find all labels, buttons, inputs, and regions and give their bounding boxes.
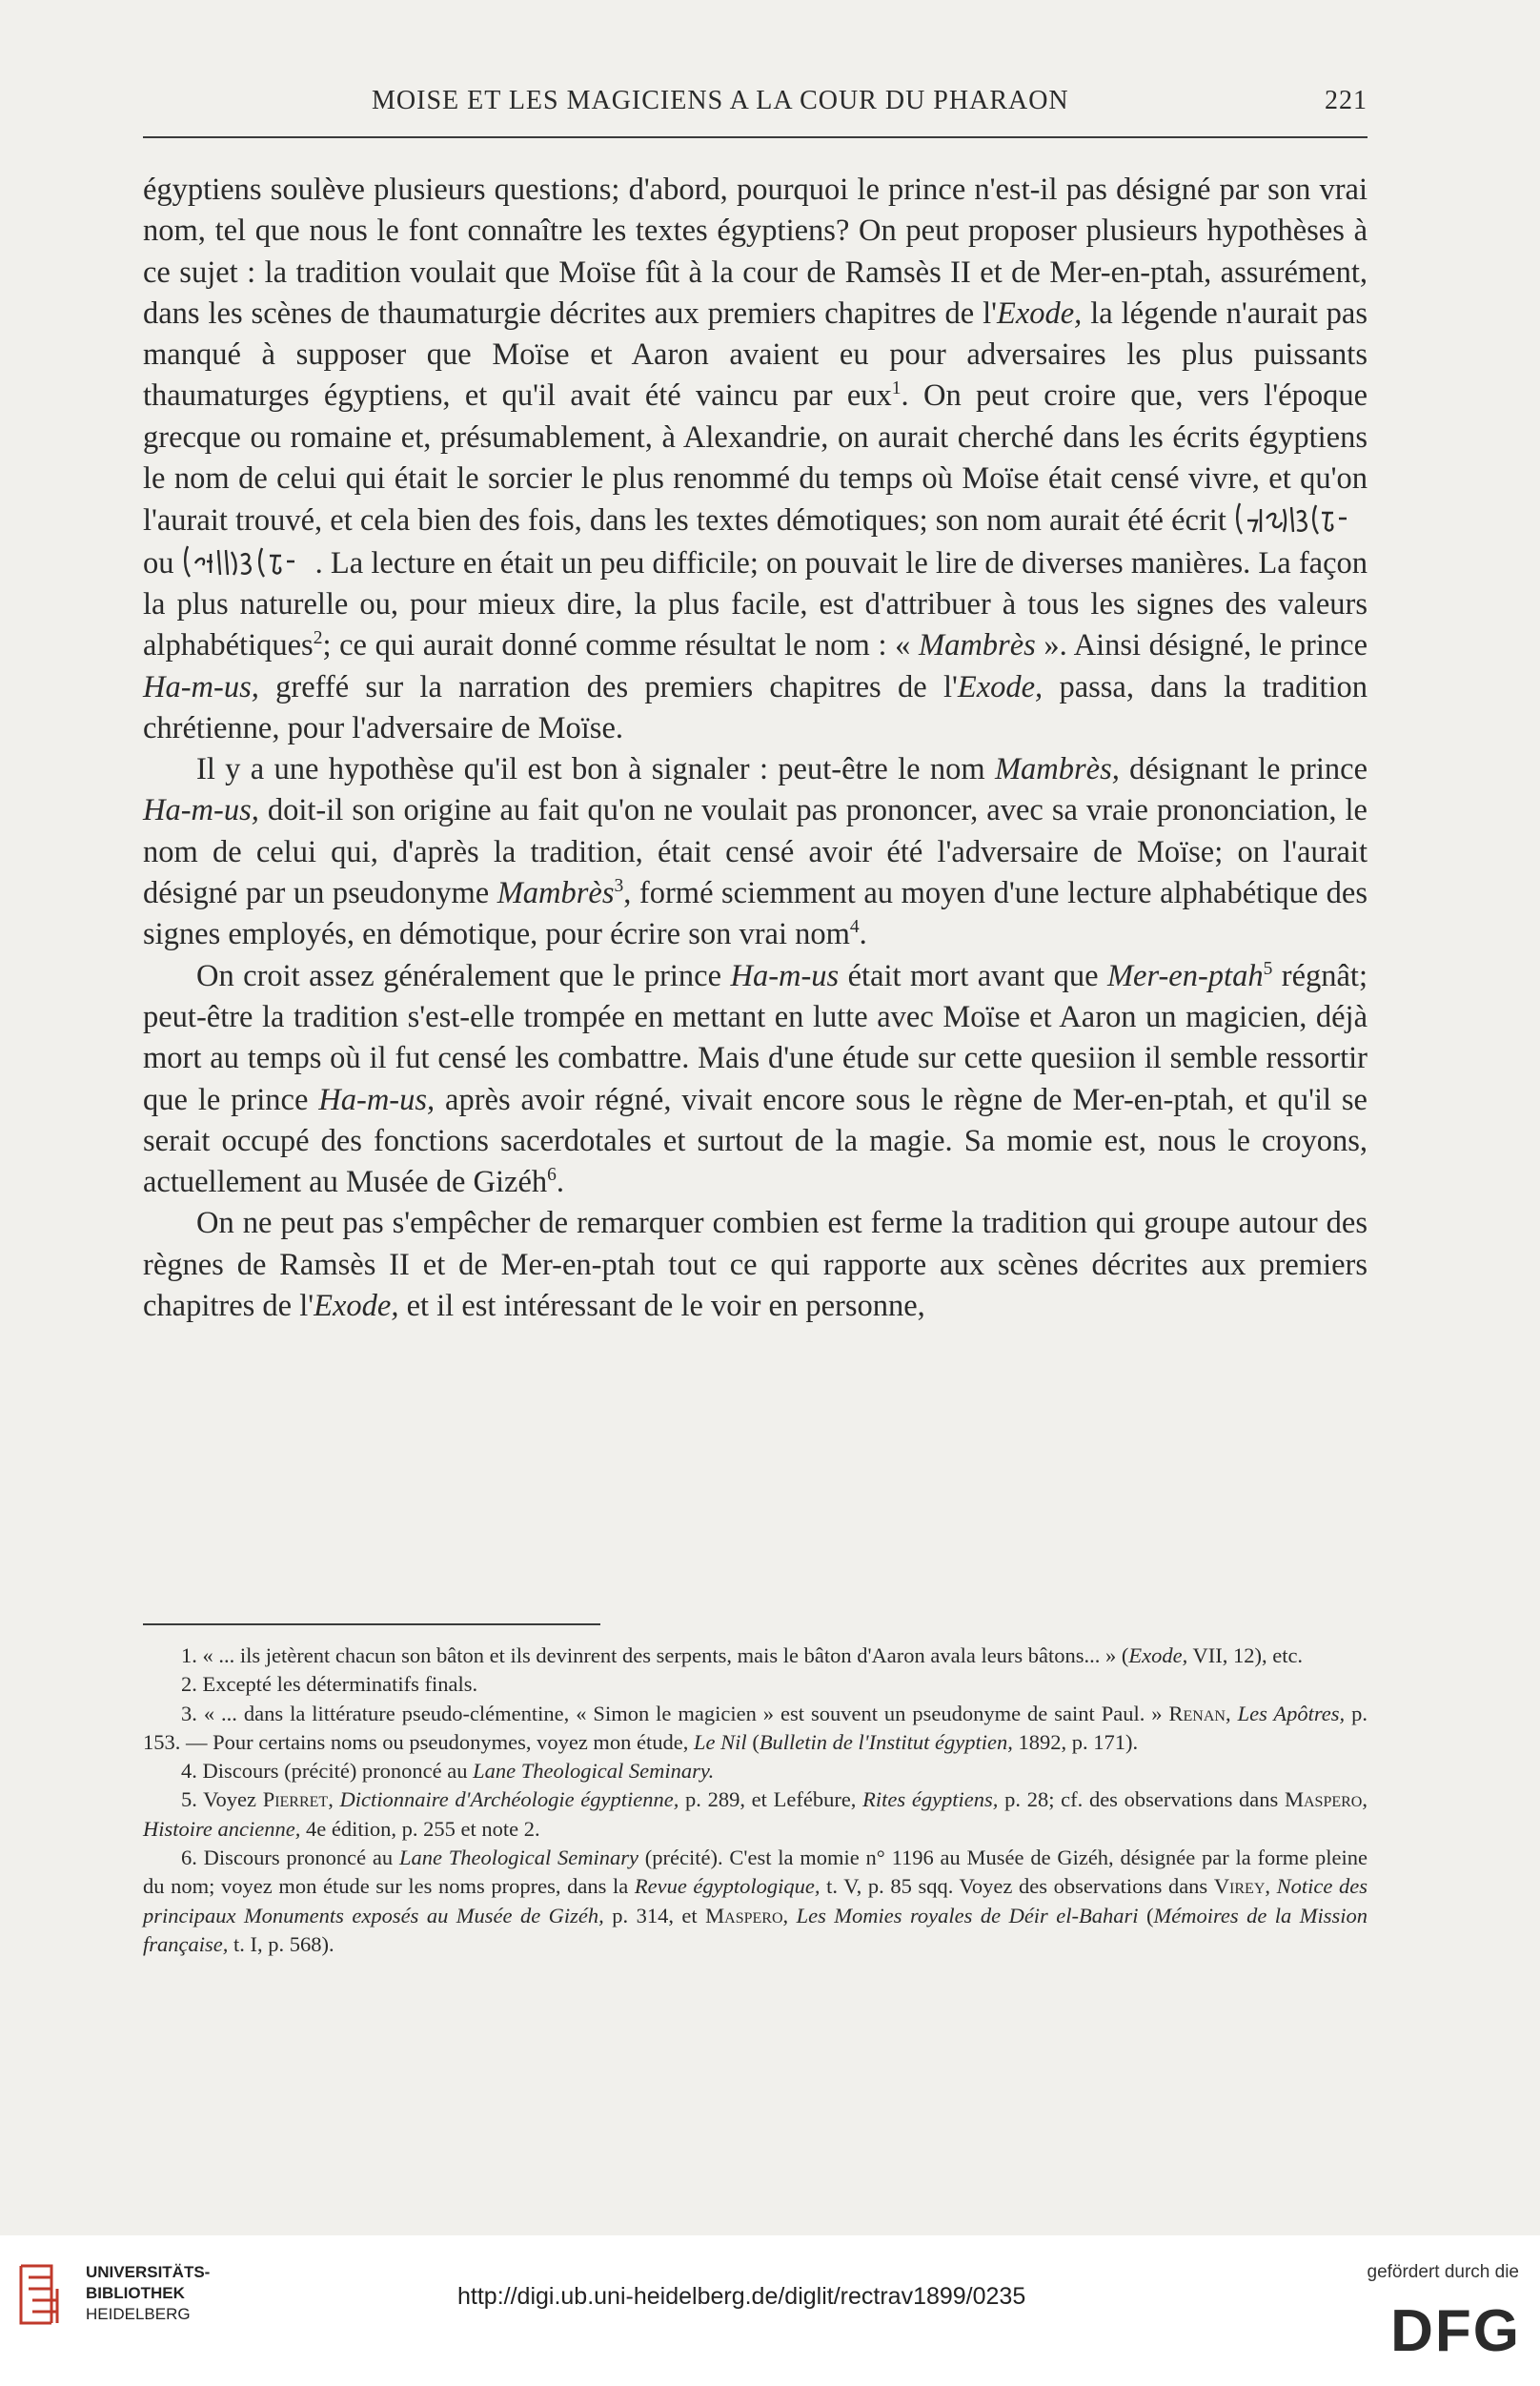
library-logo-icon[interactable] bbox=[13, 2256, 71, 2333]
running-title: MOISE ET LES MAGICIENS A LA COUR DU PHARAON bbox=[372, 86, 1069, 115]
paragraph-1: égyptiens soulève plusieurs questions; d'abord, pourquoi le prince n'est-il pas désigné par son vrai nom, tel que nous le font connaître les textes égyptiens? On peut proposer plusieurs hypothèses à ce sujet : la tradition voulait que Moïse fût à la cour de Ramsès II et de Mer-en-ptah, assurément, dans les scènes de thaumaturgie décrites aux premiers chapitres de l'Exode, la légende n'aurait pas manqué à supposer que Moïse et Aaron avaient eu pour adversaires les plus puissants thaumaturges égyptiens, et qu'il avait été vaincu par eux$^1$. On peut croire que, vers l'époque grecque ou romaine et, présumablement, à Alexandrie, on aurait cherché dans les écrits égyptiens le nom de celui qui était le sorcier le plus renommé du temps où Moïse était censé vivre, et qu'on l'aurait trouvé, et cela bien des fois, dans les textes démotiques; son nom aurait été écrit ou . La lecture en était un peu difficile; on pouvait le lire de diverses manières. La façon la plus naturelle ou, pour mieux dire, la plus facile, est d'attribuer à tous les signes des valeurs alphabétiques$^2$; ce qui aurait donné comme résultat le nom : « Mambrès ». Ainsi désigné, le prince Ha-m-us, greffé sur la narration des premiers chapitres de l'Exode, passa, dans la tradition chrétienne, pour l'adversaire de Moïse. bbox=[143, 173, 1368, 745]
footnote-3: 3. « ... dans la littérature pseudo-clémentine, « Simon le magicien » est souvent un pseudonyme de saint Paul. » Renan, Les Apôtres, p. 153. — Pour certains noms ou pseudonymes, voyez mon étude, Le Nil (Bulletin de l'Institut égyptien, 1892, p. 171). bbox=[143, 1701, 1368, 1754]
paragraph-2: Il y a une hypothèse qu'il est bon à signaler : peut-être le nom Mambrès, désignant le prince Ha-m-us, doit-il son origine au fait qu'on ne voulait pas prononcer, avec sa vraie prononciation, le nom de celui qui, d'après la tradition, était censé avoir été l'adversaire de Moïse; on l'aurait désigné par un pseudonyme Mambrès$^3$, formé sciemment au moyen d'une lecture alphabétique des signes employés, en démotique, pour écrire son vrai nom$^4$. bbox=[143, 752, 1368, 952]
footnote-ref-6: 6 bbox=[547, 1165, 557, 1186]
page-number: 221 bbox=[1325, 86, 1368, 115]
viewer-footer bbox=[0, 2235, 1540, 2386]
main-text bbox=[143, 170, 1368, 1327]
paragraph-3: On croit assez généralement que le prince Ha-m-us était mort avant que Mer-en-ptah$^5$ régnât; peut-être la tradition s'est-elle trompée en mettant en lutte avec Moïse et Aaron un magicien, déjà mort au temps où il fut censé les combattre. Mais d'une étude sur cette quesiion il semble ressortir que le prince Ha-m-us, après avoir régné, vivait encore sous le règne de Mer-en-ptah, et qu'il se serait occupé des fonctions sacerdotales et surtout de la magie. Sa momie est, nous le croyons, actuellement au Musée de Gizéh$^6$. bbox=[143, 958, 1368, 1200]
header-rule bbox=[143, 136, 1368, 138]
footnote-1: 1. « ... ils jetèrent chacun son bâton et ils devinrent des serpents, mais le bâton d'Aaron avala leurs bâtons... » (Exode, VII, 12), etc. bbox=[181, 1643, 1304, 1667]
dfg-logo[interactable]: DFG bbox=[1390, 2298, 1521, 2364]
demotic-glyph-group-2 bbox=[182, 542, 315, 581]
library-name: UNIVERSITÄTS- BIBLIOTHEK HEIDELBERG bbox=[86, 2263, 211, 2323]
funding-note: gefördert durch die bbox=[1367, 2262, 1519, 2282]
paragraph-4: On ne peut pas s'empêcher de remarquer combien est ferme la tradition qui groupe autour des règnes de Ramsès II et de Mer-en-ptah tout ce qui rapporte aux scènes décrites aux premiers chapitres de l'Exode, et il est intéressant de le voir en personne, bbox=[143, 1206, 1368, 1324]
footnote-ref-5: 5 bbox=[1263, 958, 1273, 979]
footnote-ref-2: 2 bbox=[313, 628, 323, 649]
permalink-url[interactable]: http://digi.ub.uni-heidelberg.de/diglit/rectrav1899/0235 bbox=[457, 2283, 1026, 2310]
demotic-glyph-group-1 bbox=[1234, 500, 1368, 538]
footnote-ref-4: 4 bbox=[849, 917, 860, 938]
footnotes bbox=[143, 1642, 1368, 1959]
footnote-6: 6. Discours prononcé au Lane Theological Seminary (précité). C'est la momie n° 1196 au Musée de Gizéh, désignée par la forme pleine du nom; voyez mon étude sur les noms propres, dans la Revue égyptologique, t. V, p. 85 sqq. Voyez des observations dans Virey, Notice des principaux Monuments exposés au Musée de Gizéh, p. 314, et Maspero, Les Momies royales de Déir el-Bahari (Mémoires de la Mission française, t. I, p. 568). bbox=[143, 1846, 1368, 1956]
footnote-ref-3: 3 bbox=[614, 876, 624, 897]
footnote-4: 4. Discours (précité) prononcé au Lane Theological Seminary. bbox=[181, 1759, 715, 1784]
footnote-2: 2. Excepté les déterminatifs finals. bbox=[181, 1672, 478, 1697]
footnote-rule bbox=[143, 1623, 600, 1625]
footnote-ref-1: 1 bbox=[891, 378, 902, 399]
footnote-5: 5. Voyez Pierret, Dictionnaire d'Archéologie égyptienne, p. 289, et Lefébure, Rites égyptiens, p. 28; cf. des observations dans Maspero, Histoire ancienne, 4e édition, p. 255 et note 2. bbox=[143, 1787, 1368, 1841]
